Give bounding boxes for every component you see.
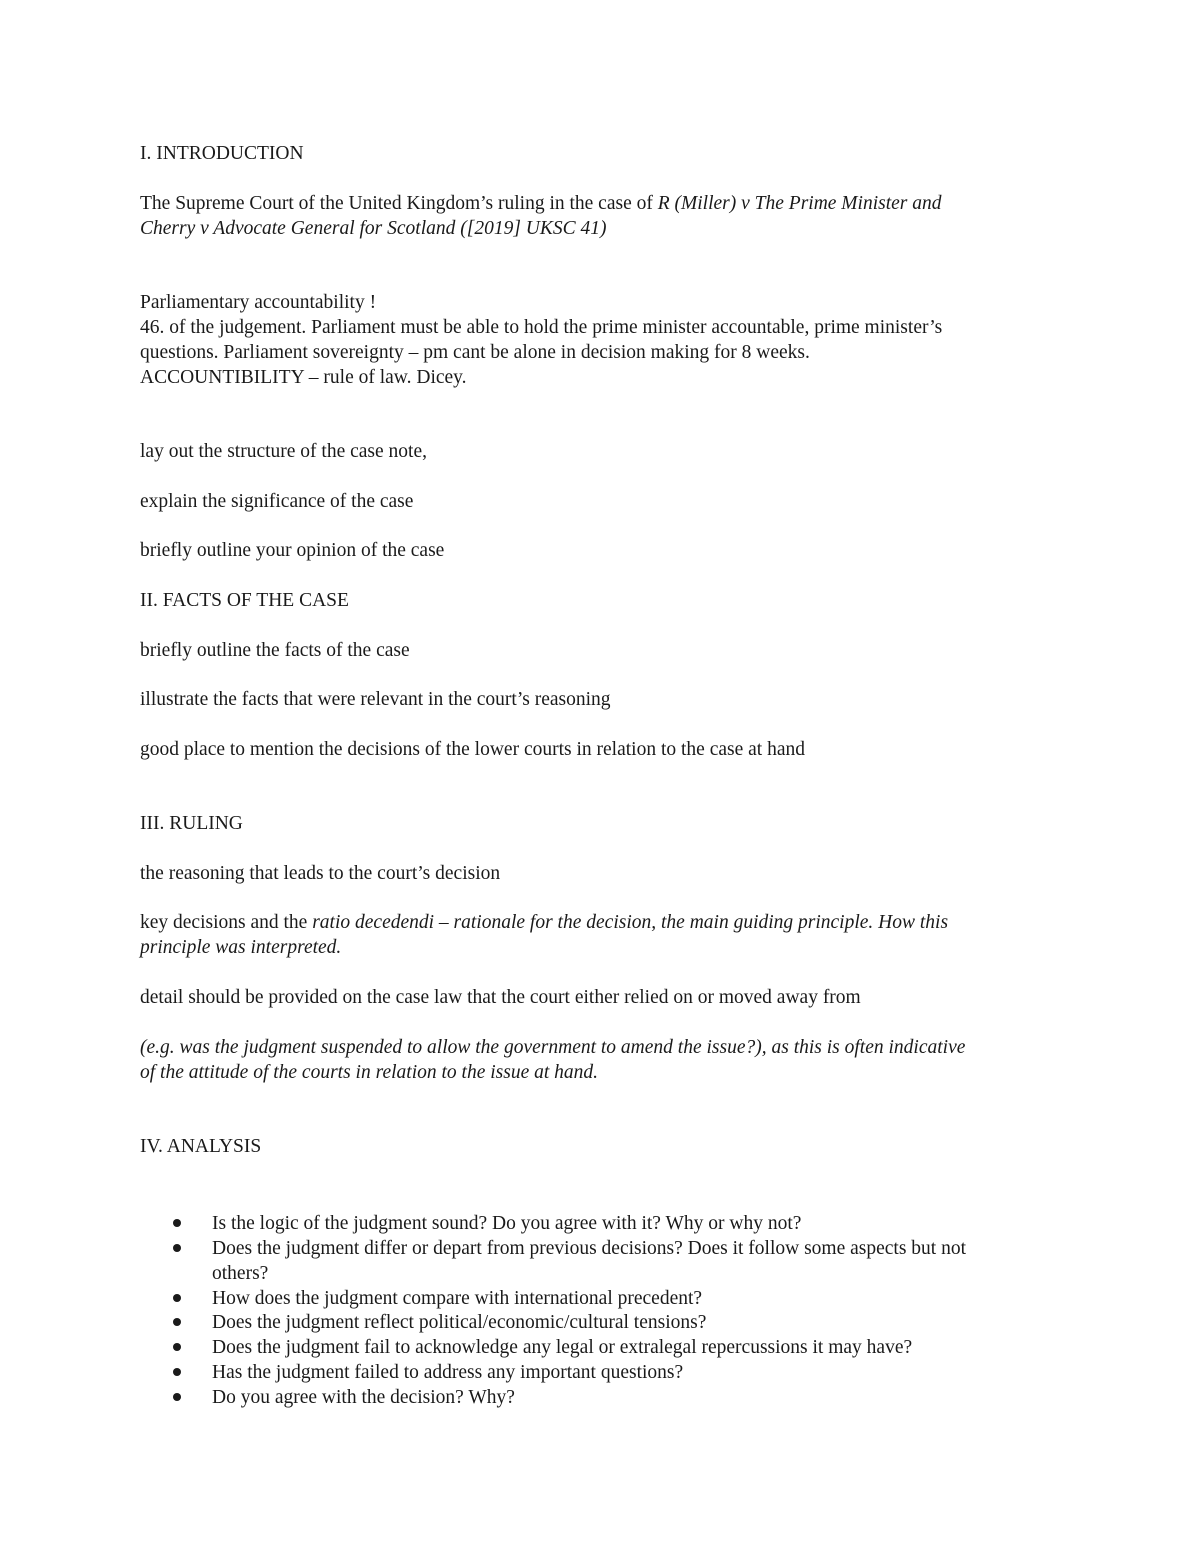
intro-paragraph-text: The Supreme Court of the United Kingdom’s ruling in the case of (140, 193, 658, 214)
bullet-icon (173, 1318, 181, 1326)
case-citation: R (Miller) v The Prime Minister and (657, 193, 942, 214)
ruling-item-example-line-1: (e.g. was the judgment suspended to allow the government to amend the issue?), as this is often indicative (140, 1037, 966, 1058)
analysis-question: Is the logic of the judgment sound? Do you agree with it? Why or why not? (212, 1213, 802, 1234)
section-heading-facts: II. FACTS OF THE CASE (140, 590, 349, 611)
ruling-item-key-decisions (140, 911, 948, 935)
bullet-icon (173, 1294, 181, 1302)
ruling-item-case-law: detail should be provided on the case law that the court either relied on or moved away from (140, 987, 861, 1008)
intro-paragraph-line-1 (140, 192, 942, 216)
accountability-note-line-3: ACCOUNTIBILITY – rule of law. Dicey. (140, 367, 467, 388)
ratio-decidendi-text: ratio decedendi – rationale for the decision, the main guiding principle. How this (312, 912, 949, 933)
bullet-icon (173, 1219, 181, 1227)
analysis-question: Has the judgment failed to address any important questions? (212, 1362, 684, 1383)
ratio-decidendi-continued: principle was interpreted. (140, 937, 342, 958)
case-citation-continued: Cherry v Advocate General for Scotland ([2019] UKSC 41) (140, 218, 607, 239)
ruling-item-example-line-2: of the attitude of the courts in relation to the issue at hand. (140, 1062, 599, 1083)
analysis-question: Does the judgment fail to acknowledge any legal or extralegal repercussions it may have? (212, 1337, 913, 1358)
analysis-question-continued: others? (212, 1263, 269, 1284)
accountability-title: Parliamentary accountability ! (140, 292, 377, 313)
analysis-question: Does the judgment differ or depart from previous decisions? Does it follow some aspects but not (212, 1238, 967, 1259)
intro-item-structure: lay out the structure of the case note, (140, 441, 427, 462)
analysis-question: Do you agree with the decision? Why? (212, 1387, 515, 1408)
intro-item-opinion: briefly outline your opinion of the case (140, 540, 445, 561)
section-heading-analysis: IV. ANALYSIS (140, 1136, 262, 1157)
facts-item-lower-courts: good place to mention the decisions of the lower courts in relation to the case at hand (140, 739, 805, 760)
accountability-note-line-2: questions. Parliament sovereignty – pm cant be alone in decision making for 8 weeks. (140, 342, 810, 363)
bullet-icon (173, 1368, 181, 1376)
intro-item-significance: explain the significance of the case (140, 491, 414, 512)
analysis-question: How does the judgment compare with international precedent? (212, 1288, 703, 1309)
facts-item-relevant: illustrate the facts that were relevant in the court’s reasoning (140, 689, 611, 710)
ruling-key-decisions-text: key decisions and the (140, 912, 313, 933)
facts-item-outline: briefly outline the facts of the case (140, 640, 410, 661)
accountability-note-line-1: 46. of the judgement. Parliament must be able to hold the prime minister accountable, prime minister’s (140, 317, 943, 338)
ruling-item-reasoning: the reasoning that leads to the court’s decision (140, 863, 501, 884)
section-heading-ruling: III. RULING (140, 813, 243, 834)
analysis-question: Does the judgment reflect political/economic/cultural tensions? (212, 1312, 707, 1333)
section-heading-introduction: I. INTRODUCTION (140, 143, 304, 164)
bullet-icon (173, 1343, 181, 1351)
bullet-icon (173, 1393, 181, 1401)
bullet-icon (173, 1244, 181, 1252)
